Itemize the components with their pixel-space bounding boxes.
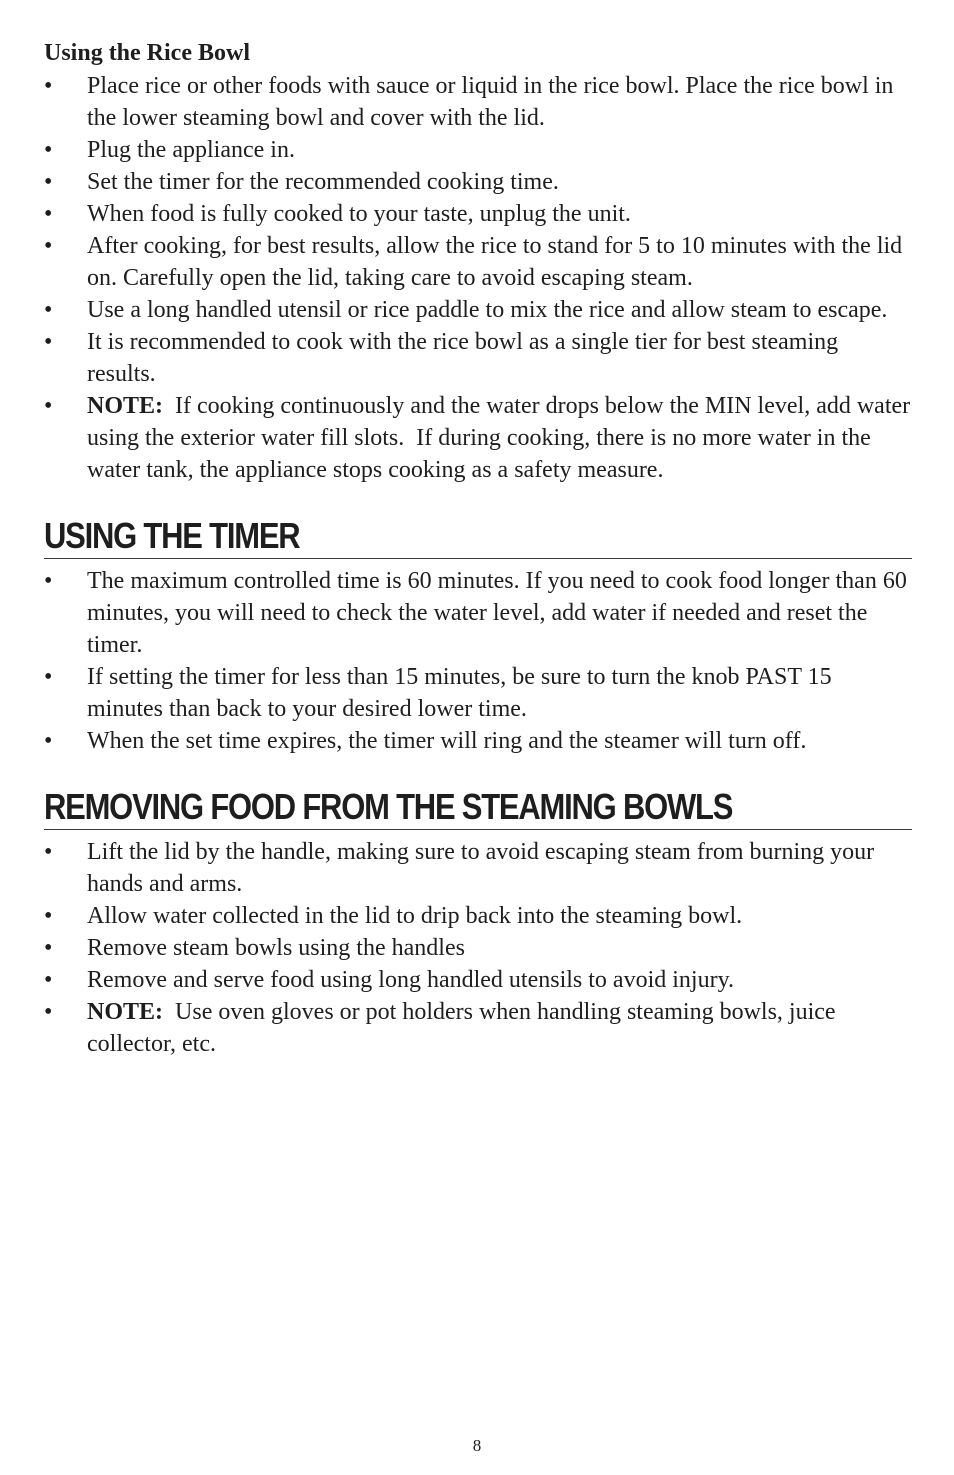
list-item — [44, 134, 912, 166]
bullet-icon: • — [44, 728, 53, 754]
item-text: Remove steam bowls using the handles — [87, 935, 465, 961]
note-item — [44, 390, 917, 486]
item-text: Lift the lid by the handle, making sure to avoid escaping steam from burning your hands and arms. — [87, 839, 875, 897]
bullet-icon: • — [44, 568, 53, 594]
manual-page — [44, 38, 917, 1060]
bullet-icon: • — [44, 169, 53, 195]
item-text: After cooking, for best results, allow the rice to stand for 5 to 10 minutes with the lid on. Carefully open the lid, taking care to avoid escaping steam. — [87, 233, 903, 291]
bullet-icon: • — [44, 329, 53, 355]
bullet-icon: • — [44, 73, 53, 99]
item-text: Use a long handled utensil or rice paddle to mix the rice and allow steam to escape. — [87, 297, 888, 323]
bullet-icon: • — [44, 999, 53, 1025]
list-item — [44, 70, 912, 134]
item-text: The maximum controlled time is 60 minutes. If you need to cook food longer than 60 minutes, you will need to check the water level, add water if needed and reset the timer. — [87, 568, 907, 658]
list-item — [44, 565, 912, 661]
bullet-icon: • — [44, 233, 53, 259]
note-label: NOTE: — [87, 999, 164, 1025]
page-number: 8 — [472, 1436, 482, 1455]
rice-bowl-list — [44, 70, 917, 486]
list-item — [44, 836, 912, 900]
timer-list — [44, 565, 912, 757]
bullet-icon: • — [44, 967, 53, 993]
item-text: Remove and serve food using long handled utensils to avoid injury. — [87, 967, 735, 993]
bullet-icon: • — [44, 201, 53, 227]
note-label: NOTE: — [87, 393, 164, 419]
section-divider — [44, 558, 912, 559]
list-item — [44, 964, 912, 996]
item-text: Allow water collected in the lid to drip back into the steaming bowl. — [87, 903, 743, 929]
rice-bowl-heading: Using the Rice Bowl — [44, 40, 250, 66]
item-text: Use oven gloves or pot holders when handling steaming bowls, juice collector, etc. — [87, 999, 842, 1057]
item-text: It is recommended to cook with the rice bowl as a single tier for best steaming results. — [87, 329, 839, 387]
item-text: Place rice or other foods with sauce or liquid in the rice bowl. Place the rice bowl in the lower steaming bowl and cover with the lid. — [87, 73, 894, 131]
section-divider — [44, 829, 912, 830]
timer-section-title: USING THE TIMER — [44, 515, 300, 556]
removing-section-title: REMOVING FOOD FROM THE STEAMING BOWLS — [44, 786, 733, 827]
item-text: When the set time expires, the timer will ring and the steamer will turn off. — [87, 728, 807, 754]
bullet-icon: • — [44, 664, 53, 690]
bullet-icon: • — [44, 137, 53, 163]
list-item — [44, 230, 912, 294]
removing-list — [44, 836, 912, 1060]
list-item — [44, 661, 912, 725]
item-text: Plug the appliance in. — [87, 137, 295, 163]
bullet-icon: • — [44, 297, 53, 323]
item-text: Set the timer for the recommended cooking time. — [87, 169, 559, 195]
list-item — [44, 294, 912, 326]
item-text: If setting the timer for less than 15 minutes, be sure to turn the knob PAST 15 minutes than back to your desired lower time. — [87, 664, 832, 722]
list-item — [44, 725, 912, 757]
list-item — [44, 932, 912, 964]
item-text: When food is fully cooked to your taste, unplug the unit. — [87, 201, 631, 227]
list-item — [44, 900, 912, 932]
bullet-icon: • — [44, 839, 53, 865]
bullet-icon: • — [44, 903, 53, 929]
bullet-icon: • — [44, 393, 53, 419]
list-item — [44, 326, 912, 390]
list-item — [44, 166, 912, 198]
note-item — [44, 996, 912, 1060]
item-text: If cooking continuously and the water drops below the MIN level, add water using the exterior water fill slots. If during cooking, there is no more water in the water tank, the appliance stops cooking as a safety measure. — [87, 393, 917, 483]
list-item — [44, 198, 912, 230]
bullet-icon: • — [44, 935, 53, 961]
